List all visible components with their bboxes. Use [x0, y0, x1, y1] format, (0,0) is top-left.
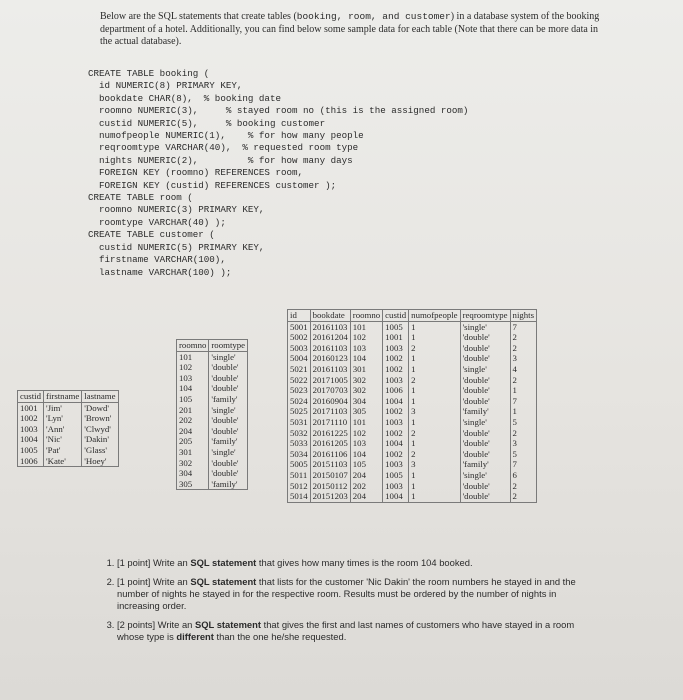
booking-row: [288, 343, 537, 354]
booking-cell: 20161103: [310, 343, 350, 354]
booking-cell: 'single': [460, 417, 510, 428]
intro-text-end: ) in a database system of the booking department of a hotel. Additionally, you can find below some sample data for each table (Note that there can be more data in the actual database).: [100, 11, 600, 47]
customer-cell: 'Glass': [82, 445, 118, 456]
room-header-row: [177, 340, 248, 352]
customer-cell: 'Lyn': [44, 413, 82, 424]
room-rows: [177, 351, 248, 490]
customer-row: [18, 456, 119, 467]
room-row: [177, 468, 248, 479]
room-header-cell: roomtype: [209, 340, 248, 352]
booking-cell: 5004: [288, 353, 311, 364]
booking-cell: 2: [510, 491, 537, 502]
booking-cell: 1002: [383, 428, 409, 439]
customer-cell: 1003: [18, 424, 44, 435]
booking-cell: 5023: [288, 385, 311, 396]
room-cell: 302: [177, 458, 209, 469]
booking-cell: 1: [409, 417, 460, 428]
booking-header-cell: custid: [383, 310, 409, 322]
booking-cell: 304: [350, 396, 382, 407]
booking-header-cell: nights: [510, 310, 537, 322]
room-cell: 104: [177, 383, 209, 394]
room-cell: 304: [177, 468, 209, 479]
question-3: 3. [2 points] Write an SQL statement that gives the first and last names of customers who have stayed in a room whose type is different than the one he/she requested.: [117, 619, 583, 643]
booking-cell: 1002: [383, 449, 409, 460]
room-cell: 205: [177, 436, 209, 447]
booking-cell: 1004: [383, 396, 409, 407]
intro-table-names: booking, room, and customer: [296, 11, 451, 22]
booking-row: [288, 470, 537, 481]
booking-cell: 5: [510, 449, 537, 460]
booking-cell: 20161106: [310, 449, 350, 460]
customer-header-cell: firstname: [44, 391, 82, 403]
booking-cell: 2: [409, 449, 460, 460]
booking-cell: 301: [350, 364, 382, 375]
booking-cell: 'single': [460, 364, 510, 375]
booking-cell: 5002: [288, 332, 311, 343]
booking-cell: 3: [510, 438, 537, 449]
customer-cell: 1005: [18, 445, 44, 456]
room-cell: 'double': [209, 415, 248, 426]
customer-cell: 'Nic': [44, 434, 82, 445]
customer-header-cell: lastname: [82, 391, 118, 403]
booking-cell: 2: [409, 375, 460, 386]
room-cell: 'double': [209, 362, 248, 373]
booking-cell: 'single': [460, 321, 510, 332]
booking-cell: 1: [409, 396, 460, 407]
booking-cell: 20161103: [310, 321, 350, 332]
booking-cell: 1003: [383, 343, 409, 354]
booking-row: [288, 481, 537, 492]
room-row: [177, 405, 248, 416]
booking-cell: 1003: [383, 417, 409, 428]
booking-cell: 5011: [288, 470, 311, 481]
booking-cell: 'family': [460, 406, 510, 417]
room-row: [177, 362, 248, 373]
booking-cell: 'double': [460, 491, 510, 502]
room-header-cell: roomno: [177, 340, 209, 352]
room-cell: 305: [177, 479, 209, 490]
customer-cell: 1002: [18, 413, 44, 424]
booking-cell: 5012: [288, 481, 311, 492]
question-1: 1. [1 point] Write an SQL statement that gives how many times is the room 104 booked.: [117, 557, 583, 569]
booking-cell: 5024: [288, 396, 311, 407]
room-cell: 'family': [209, 436, 248, 447]
booking-cell: 101: [350, 321, 382, 332]
booking-cell: 302: [350, 385, 382, 396]
booking-cell: 204: [350, 470, 382, 481]
customer-rows: [18, 402, 119, 467]
room-table: [176, 339, 248, 490]
booking-cell: 2: [510, 375, 537, 386]
booking-cell: 3: [409, 406, 460, 417]
booking-cell: 104: [350, 449, 382, 460]
customer-cell: 'Pat': [44, 445, 82, 456]
booking-cell: 102: [350, 332, 382, 343]
booking-cell: 2: [510, 428, 537, 439]
booking-row: [288, 491, 537, 502]
customer-cell: 1001: [18, 402, 44, 413]
booking-cell: 1006: [383, 385, 409, 396]
booking-cell: 'double': [460, 449, 510, 460]
booking-cell: 20161103: [310, 364, 350, 375]
room-cell: 204: [177, 426, 209, 437]
booking-cell: 1: [409, 438, 460, 449]
booking-row: [288, 428, 537, 439]
room-cell: 301: [177, 447, 209, 458]
booking-cell: 1004: [383, 438, 409, 449]
booking-cell: 20161225: [310, 428, 350, 439]
customer-cell: 'Dakin': [82, 434, 118, 445]
booking-cell: 2: [409, 428, 460, 439]
room-cell: 103: [177, 373, 209, 384]
booking-cell: 'double': [460, 396, 510, 407]
booking-cell: 'double': [460, 428, 510, 439]
customer-cell: 'Hoey': [82, 456, 118, 467]
room-row: [177, 394, 248, 405]
booking-cell: 20161205: [310, 438, 350, 449]
booking-cell: 20171005: [310, 375, 350, 386]
sql-create-statements: CREATE TABLE booking ( id NUMERIC(8) PRIMARY KEY, bookdate CHAR(8), % booking date roomno NUMERIC(3), % stayed room no (this is the assigned room) custid NUMERIC(5), % booking customer numofpeople NUMERIC(1), % for how many people reqroomtype VARCHAR(40), % requested room type nights NUMERIC(2), % for how many days FOREIGN KEY (roomno) REFERENCES room, FOREIGN KEY (custid) REFERENCES customer ); CREATE TABLE room ( roomno NUMERIC(3) PRIMARY KEY, roomtype VARCHAR(40) ); CREATE TABLE customer ( custid NUMERIC(5) PRIMARY KEY, firstname VARCHAR(100), lastname VARCHAR(100) );: [88, 68, 469, 278]
room-row: [177, 415, 248, 426]
room-row: [177, 447, 248, 458]
booking-cell: 20160904: [310, 396, 350, 407]
booking-cell: 4: [510, 364, 537, 375]
booking-cell: 1: [409, 332, 460, 343]
booking-row: [288, 332, 537, 343]
booking-cell: 5005: [288, 459, 311, 470]
customer-cell: 'Ann': [44, 424, 82, 435]
customer-header-row: [18, 391, 119, 403]
customer-row: [18, 402, 119, 413]
room-row: [177, 383, 248, 394]
customer-row: [18, 434, 119, 445]
booking-cell: 103: [350, 438, 382, 449]
customer-row: [18, 445, 119, 456]
booking-cell: 5022: [288, 375, 311, 386]
booking-cell: 20150107: [310, 470, 350, 481]
booking-cell: 1003: [383, 375, 409, 386]
booking-cell: 5021: [288, 364, 311, 375]
booking-cell: 7: [510, 321, 537, 332]
booking-cell: 'double': [460, 332, 510, 343]
booking-header-cell: roomno: [350, 310, 382, 322]
room-cell: 'double': [209, 383, 248, 394]
room-cell: 101: [177, 351, 209, 362]
customer-cell: 'Clwyd': [82, 424, 118, 435]
booking-cell: 5033: [288, 438, 311, 449]
booking-row: [288, 438, 537, 449]
questions-section: [103, 557, 583, 650]
booking-cell: 1005: [383, 470, 409, 481]
room-cell: 'family': [209, 479, 248, 490]
booking-cell: 20170703: [310, 385, 350, 396]
booking-cell: 2: [510, 481, 537, 492]
booking-cell: 20150112: [310, 481, 350, 492]
customer-cell: 'Jim': [44, 402, 82, 413]
booking-cell: 'double': [460, 343, 510, 354]
booking-cell: 7: [510, 396, 537, 407]
booking-cell: 'double': [460, 353, 510, 364]
booking-cell: 1: [409, 353, 460, 364]
booking-cell: 1005: [383, 321, 409, 332]
customer-header-cell: custid: [18, 391, 44, 403]
booking-row: [288, 385, 537, 396]
booking-cell: 1: [409, 385, 460, 396]
booking-header-cell: numofpeople: [409, 310, 460, 322]
room-cell: 'double': [209, 468, 248, 479]
booking-cell: 305: [350, 406, 382, 417]
booking-cell: 5014: [288, 491, 311, 502]
booking-cell: 20160123: [310, 353, 350, 364]
booking-row: [288, 449, 537, 460]
booking-cell: 5003: [288, 343, 311, 354]
booking-cell: 7: [510, 459, 537, 470]
booking-cell: 5031: [288, 417, 311, 428]
customer-cell: 'Kate': [44, 456, 82, 467]
booking-rows: [288, 321, 537, 502]
room-cell: 102: [177, 362, 209, 373]
booking-cell: 204: [350, 491, 382, 502]
booking-cell: 5034: [288, 449, 311, 460]
booking-cell: 'double': [460, 481, 510, 492]
booking-cell: 5001: [288, 321, 311, 332]
booking-cell: 2: [510, 343, 537, 354]
booking-row: [288, 417, 537, 428]
booking-header-cell: bookdate: [310, 310, 350, 322]
booking-cell: 20171110: [310, 417, 350, 428]
booking-cell: 1: [409, 491, 460, 502]
booking-cell: 102: [350, 428, 382, 439]
question-2: 2. [1 point] Write an SQL statement that lists for the customer 'Nic Dakin' the room numbers he stayed in and the number of nights he stayed in for the respective room. Results must be ordered by the number of nights in increasing order.: [117, 576, 583, 612]
booking-row: [288, 364, 537, 375]
room-row: [177, 458, 248, 469]
booking-row: [288, 353, 537, 364]
booking-cell: 105: [350, 459, 382, 470]
booking-cell: 20161204: [310, 332, 350, 343]
booking-row: [288, 459, 537, 470]
booking-cell: 'single': [460, 470, 510, 481]
booking-cell: 1: [510, 385, 537, 396]
room-cell: 'single': [209, 405, 248, 416]
booking-cell: 1: [409, 481, 460, 492]
booking-cell: 5: [510, 417, 537, 428]
booking-cell: 6: [510, 470, 537, 481]
booking-cell: 'double': [460, 438, 510, 449]
customer-cell: 'Brown': [82, 413, 118, 424]
booking-cell: 5032: [288, 428, 311, 439]
room-cell: 'single': [209, 351, 248, 362]
room-row: [177, 426, 248, 437]
booking-row: [288, 321, 537, 332]
room-cell: 'single': [209, 447, 248, 458]
booking-cell: 'family': [460, 459, 510, 470]
booking-cell: 103: [350, 343, 382, 354]
booking-cell: 1001: [383, 332, 409, 343]
intro-text-start: Below are the SQL statements that create tables (: [100, 11, 297, 22]
booking-cell: 20171103: [310, 406, 350, 417]
room-row: [177, 351, 248, 362]
customer-row: [18, 413, 119, 424]
booking-cell: 1004: [383, 491, 409, 502]
booking-cell: 'double': [460, 375, 510, 386]
booking-cell: 1003: [383, 459, 409, 470]
booking-cell: 3: [510, 353, 537, 364]
booking-cell: 5025: [288, 406, 311, 417]
booking-cell: 3: [409, 459, 460, 470]
booking-cell: 202: [350, 481, 382, 492]
booking-cell: 'double': [460, 385, 510, 396]
booking-cell: 20151103: [310, 459, 350, 470]
customer-cell: 'Dowd': [82, 402, 118, 413]
booking-cell: 104: [350, 353, 382, 364]
booking-cell: 302: [350, 375, 382, 386]
booking-cell: 1: [409, 364, 460, 375]
booking-header-cell: id: [288, 310, 311, 322]
room-cell: 201: [177, 405, 209, 416]
booking-table: [287, 309, 537, 503]
room-cell: 202: [177, 415, 209, 426]
booking-cell: 1: [409, 470, 460, 481]
customer-cell: 1004: [18, 434, 44, 445]
booking-cell: 20151203: [310, 491, 350, 502]
room-row: [177, 436, 248, 447]
booking-cell: 1002: [383, 406, 409, 417]
booking-cell: 1002: [383, 364, 409, 375]
room-row: [177, 479, 248, 490]
customer-table: [17, 390, 119, 467]
booking-header-cell: reqroomtype: [460, 310, 510, 322]
booking-cell: 1002: [383, 353, 409, 364]
booking-cell: 2: [409, 343, 460, 354]
customer-cell: 1006: [18, 456, 44, 467]
room-cell: 'family': [209, 394, 248, 405]
room-cell: 'double': [209, 426, 248, 437]
room-cell: 'double': [209, 458, 248, 469]
room-cell: 105: [177, 394, 209, 405]
room-cell: 'double': [209, 373, 248, 384]
booking-cell: 1003: [383, 481, 409, 492]
booking-cell: 1: [409, 321, 460, 332]
customer-row: [18, 424, 119, 435]
booking-header-row: [288, 310, 537, 322]
booking-row: [288, 396, 537, 407]
booking-row: [288, 375, 537, 386]
intro-paragraph: [100, 11, 600, 49]
booking-cell: 2: [510, 332, 537, 343]
booking-row: [288, 406, 537, 417]
room-row: [177, 373, 248, 384]
booking-cell: 1: [510, 406, 537, 417]
booking-cell: 101: [350, 417, 382, 428]
